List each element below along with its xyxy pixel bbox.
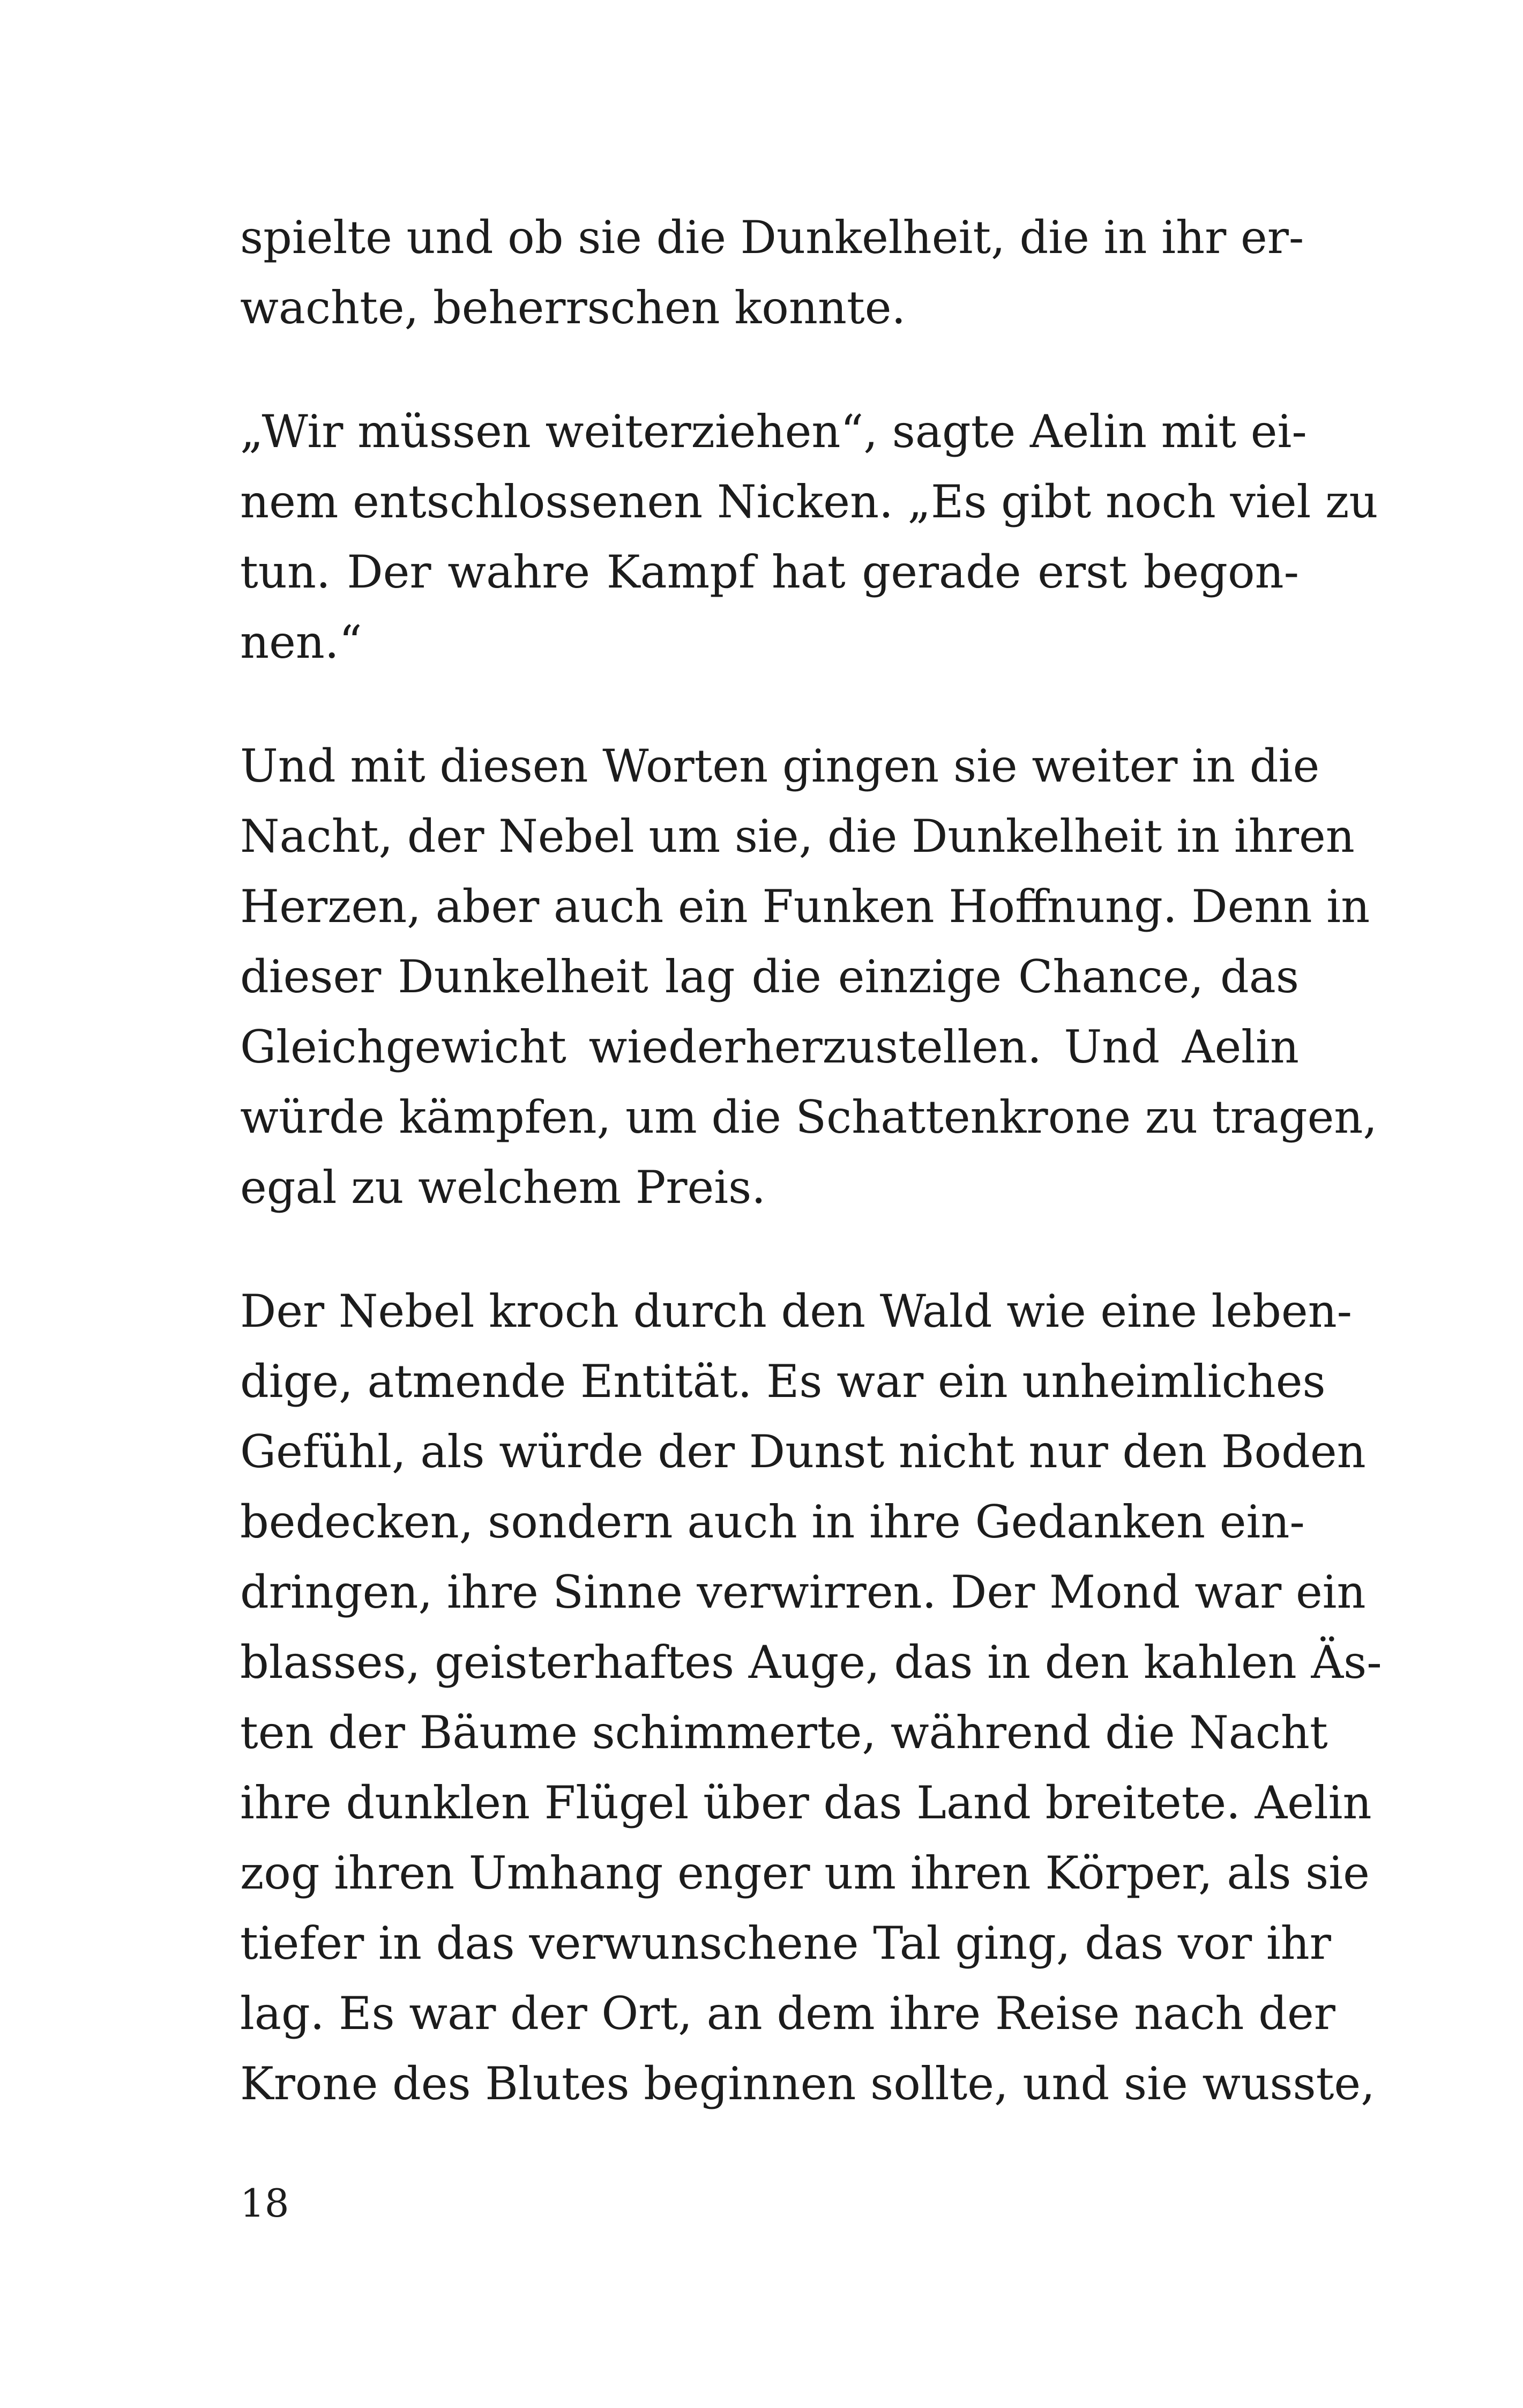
text-line: Und mit diesen Worten gingen sie weiter in die: [240, 740, 1320, 792]
text-line: spielte und ob sie die Dunkelheit, die in ihr er-: [240, 211, 1304, 264]
paragraph: [240, 731, 1378, 1223]
text-line: nem entschlossenen Nicken. „Es gibt noch viel zu: [240, 475, 1378, 528]
paragraph: [240, 1276, 1382, 2119]
text-line: Herzen, aber auch ein Funken Hoffnung. Denn in: [240, 880, 1370, 933]
text-line: tun. Der wahre Kampf hat gerade erst begon-: [240, 546, 1299, 598]
text-line: Der Nebel kroch durch den Wald wie eine leben-: [240, 1285, 1353, 1337]
text-line: dige, atmende Entität. Es war ein unheimliches: [240, 1355, 1326, 1408]
text-line: egal zu welchem Preis.: [240, 1161, 766, 1214]
text-line: dieser Dunkelheit lag die einzige Chance, das: [240, 950, 1299, 1003]
text-line: wachte, beherrschen konnte.: [240, 281, 906, 334]
text-line: tiefer in das verwunschene Tal ging, das vor ihr: [240, 1917, 1331, 1969]
text-line: zog ihren Umhang enger um ihren Körper, als sie: [240, 1847, 1370, 1899]
text-line: nen.“: [240, 616, 362, 668]
text-line: Gleichgewicht wiederherzustellen. Und Aelin: [240, 1021, 1299, 1073]
page-number: 18: [240, 2181, 289, 2226]
text-line: blasses, geisterhaftes Auge, das in den kahlen Äs-: [240, 1636, 1382, 1689]
text-line: lag. Es war der Ort, an dem ihre Reise nach der: [240, 1987, 1335, 2040]
text-line: ihre dunklen Flügel über das Land breitete. Aelin: [240, 1777, 1372, 1829]
paragraph: [240, 203, 1304, 343]
text-line: Nacht, der Nebel um sie, die Dunkelheit in ihren: [240, 810, 1355, 863]
text-line: ten der Bäume schimmerte, während die Nacht: [240, 1706, 1328, 1759]
paragraph: [240, 397, 1378, 678]
text-line: bedecken, sondern auch in ihre Gedanken ein-: [240, 1496, 1305, 1548]
body-text: [240, 203, 1382, 2173]
text-line: Krone des Blutes beginnen sollte, und sie wusste,: [240, 2057, 1375, 2110]
text-line: Gefühl, als würde der Dunst nicht nur den Boden: [240, 1425, 1366, 1478]
text-line: würde kämpfen, um die Schattenkrone zu tragen,: [240, 1091, 1378, 1143]
text-line: „Wir müssen weiterziehen“, sagte Aelin mit ei-: [240, 405, 1307, 458]
text-line: dringen, ihre Sinne verwirren. Der Mond war ein: [240, 1566, 1366, 1618]
